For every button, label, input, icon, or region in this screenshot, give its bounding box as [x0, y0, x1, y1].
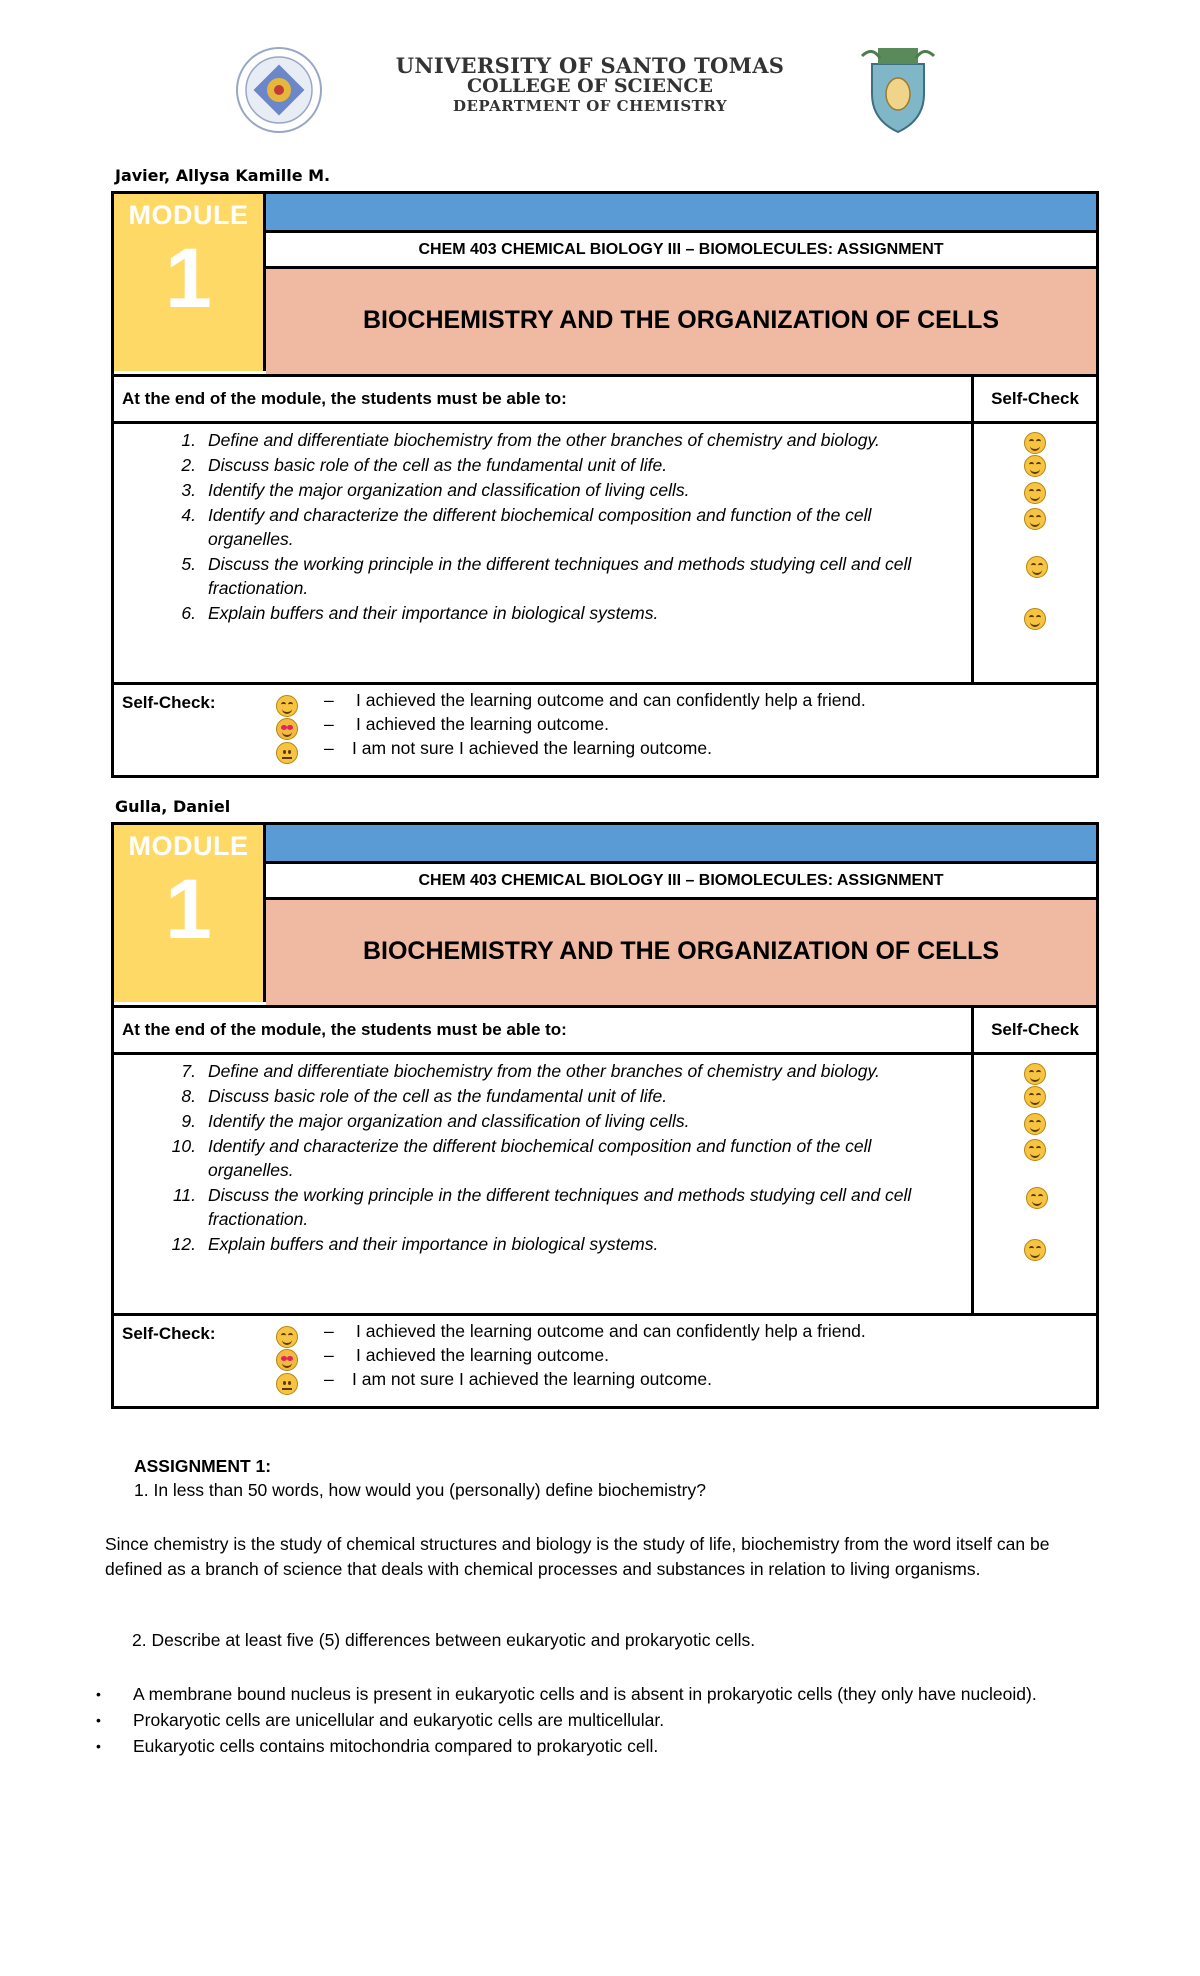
smiling-face-icon: [1024, 432, 1046, 454]
objective-item: 3. Identify the major organization and classification of living cells.: [181, 480, 690, 500]
module-header: [114, 194, 1096, 377]
objectives-heading: At the end of the module, the students must be able to:: [122, 389, 567, 408]
objectives-list: [144, 1059, 954, 1256]
objectives-body: [114, 1055, 1096, 1316]
list-item: • Eukaryotic cells contains mitochondria compared to prokaryotic cell.: [96, 1734, 1086, 1758]
self-check-heading: Self-Check: [971, 1008, 1096, 1052]
college-name: COLLEGE OF SCIENCE: [466, 75, 714, 97]
module-title: BIOCHEMISTRY AND THE ORGANIZATION OF CELLS: [266, 900, 1096, 1005]
self-check-column: [971, 1055, 1096, 1313]
module-number-box: [114, 825, 266, 1002]
document-header: [0, 40, 1200, 140]
smiling-face-icon: [1026, 1187, 1048, 1209]
objectives-header: [114, 1008, 1096, 1055]
university-heading: [360, 53, 820, 116]
smiling-face-icon: [1024, 508, 1046, 530]
assignment-title: ASSIGNMENT 1:: [134, 1456, 272, 1476]
module-label: MODULE: [128, 200, 249, 230]
assignment-question-2: 2. Describe at least five (5) differences between eukaryotic and prokaryotic cells.: [132, 1630, 756, 1650]
module-header: [114, 825, 1096, 1008]
list-item: • Prokaryotic cells are unicellular and eukaryotic cells are multicellular.: [96, 1708, 1086, 1732]
smiling-face-icon: [1024, 1139, 1046, 1161]
smiling-face-icon: [276, 1326, 298, 1348]
objective-item: 11. Discuss the working principle in the different techniques and methods studying cell and cell fractionation.: [172, 1185, 912, 1229]
module-title: BIOCHEMISTRY AND THE ORGANIZATION OF CELLS: [266, 269, 1096, 374]
smiling-face-icon: [1024, 482, 1046, 504]
smiling-face-icon: [1024, 1063, 1046, 1085]
objectives-list: [144, 428, 954, 625]
university-seal-logo: [235, 46, 323, 134]
neutral-face-icon: [276, 1373, 298, 1395]
heart-eyes-face-icon: [276, 718, 298, 740]
objective-item: 9. Identify the major organization and classification of living cells.: [181, 1111, 690, 1131]
module-card: [111, 822, 1099, 1409]
module-number: 1: [165, 862, 212, 956]
module-accent-bar: [266, 825, 1096, 864]
self-check-legend: [114, 685, 1096, 775]
self-check-legend: [114, 1316, 1096, 1406]
objective-item: 7. Define and differentiate biochemistry from the other branches of chemistry and biology.: [181, 1061, 880, 1081]
legend-row: – I achieved the learning outcome.: [324, 714, 609, 734]
legend-row: – I am not sure I achieved the learning outcome.: [324, 1369, 712, 1389]
neutral-face-icon: [276, 742, 298, 764]
legend-label: Self-Check:: [122, 1324, 216, 1343]
objective-item: 1. Define and differentiate biochemistry from the other branches of chemistry and biology.: [181, 430, 880, 450]
objectives-body: [114, 424, 1096, 685]
assignment-question-1: 1. In less than 50 words, how would you (personally) define biochemistry?: [134, 1480, 706, 1500]
module-label: MODULE: [128, 831, 249, 861]
module-number-box: [114, 194, 266, 371]
module-accent-bar: [266, 194, 1096, 233]
list-item: • A membrane bound nucleus is present in eukaryotic cells and is absent in prokaryotic cells (they only have nucleoid).: [96, 1682, 1086, 1706]
legend-row: – I achieved the learning outcome.: [324, 1345, 609, 1365]
objectives-heading: At the end of the module, the students must be able to:: [122, 1020, 567, 1039]
smiling-face-icon: [1024, 455, 1046, 477]
smiling-face-icon: [276, 695, 298, 717]
smiling-face-icon: [1024, 608, 1046, 630]
course-title: CHEM 403 CHEMICAL BIOLOGY III – BIOMOLECULES: ASSIGNMENT: [266, 864, 1096, 900]
heart-eyes-face-icon: [276, 1349, 298, 1371]
assignment-answer-1: Since chemistry is the study of chemical structures and biology is the study of life, biochemistry from the word itself can be defined as a branch of science that deals with chemical processes and substances in relation to living organisms.: [105, 1534, 1050, 1579]
department-name: DEPARTMENT OF CHEMISTRY: [452, 97, 728, 115]
self-check-heading: Self-Check: [971, 377, 1096, 421]
course-title: CHEM 403 CHEMICAL BIOLOGY III – BIOMOLECULES: ASSIGNMENT: [266, 233, 1096, 269]
objective-item: 8. Discuss basic role of the cell as the fundamental unit of life.: [181, 1086, 668, 1106]
university-name: UNIVERSITY OF SANTO TOMAS: [395, 53, 785, 78]
legend-row: – I achieved the learning outcome and can confidently help a friend.: [324, 1321, 866, 1341]
objective-item: 4. Identify and characterize the different biochemical composition and function of the cell organelles.: [181, 505, 872, 549]
objective-item: 10. Identify and characterize the different biochemical composition and function of the cell organelles.: [171, 1136, 872, 1180]
objective-item: 12. Explain buffers and their importance in biological systems.: [171, 1234, 659, 1254]
legend-row: – I achieved the learning outcome and can confidently help a friend.: [324, 690, 866, 710]
legend-row: – I am not sure I achieved the learning outcome.: [324, 738, 712, 758]
objective-item: 6. Explain buffers and their importance in biological systems.: [181, 603, 659, 623]
objective-item: 2. Discuss basic role of the cell as the fundamental unit of life.: [181, 455, 668, 475]
module-card: [111, 191, 1099, 778]
legend-label: Self-Check:: [122, 693, 216, 712]
smiling-face-icon: [1024, 1086, 1046, 1108]
module-number: 1: [165, 231, 212, 325]
smiling-face-icon: [1026, 556, 1048, 578]
smiling-face-icon: [1024, 1113, 1046, 1135]
self-check-column: [971, 424, 1096, 682]
student-name: Javier, Allysa Kamille M.: [115, 166, 331, 185]
assignment-answer-2-list: [96, 1682, 1086, 1760]
objectives-header: [114, 377, 1096, 424]
smiling-face-icon: [1024, 1239, 1046, 1261]
student-name: Gulla, Daniel: [115, 797, 231, 816]
objective-item: 5. Discuss the working principle in the different techniques and methods studying cell and cell fractionation.: [181, 554, 912, 598]
college-crest-logo: [858, 42, 938, 134]
